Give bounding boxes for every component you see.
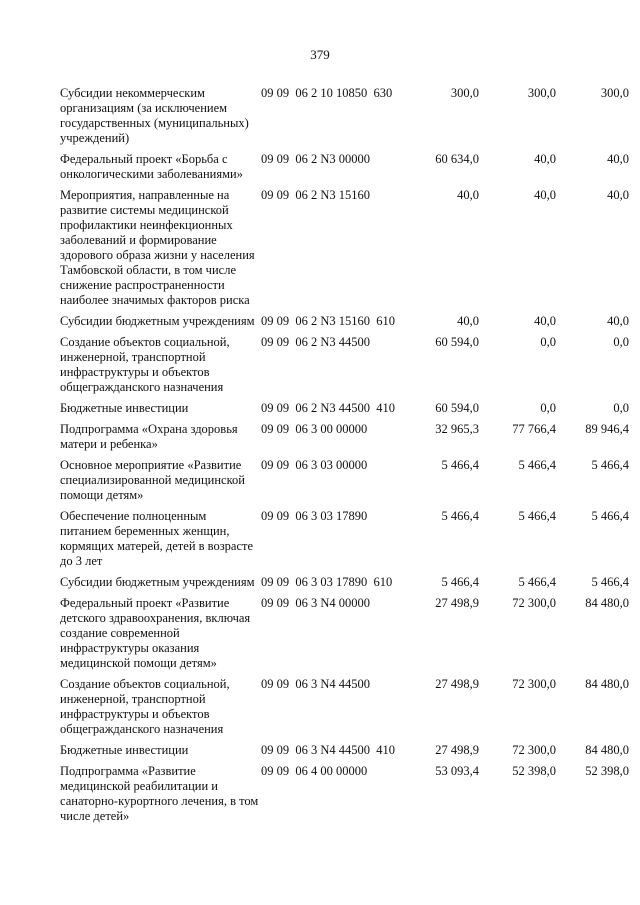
row-value-year-2: 5 466,4 bbox=[518, 509, 556, 523]
row-value-year-1: 300,0 bbox=[450, 86, 479, 100]
row-code: 09 09 06 3 03 17890 610 bbox=[261, 575, 393, 589]
row-name: Создание объектов социальной, инженерной, транспортной инфраструктуры и объектов общегражданского назначения bbox=[60, 335, 230, 394]
row-value-year-1: 5 466,4 bbox=[441, 575, 479, 589]
table-row bbox=[60, 314, 628, 329]
row-name: Обеспечение полноценным питанием беременных женщин, кормящих матерей, детей в возрасте до 3 лет bbox=[60, 509, 254, 568]
row-code: 09 09 06 3 N4 44500 410 bbox=[261, 743, 396, 757]
row-value-year-3: 52 398,0 bbox=[585, 764, 629, 778]
table-row bbox=[60, 458, 628, 503]
row-name: Мероприятия, направленные на развитие системы медицинской профилактики неинфекционных заболеваний и формирование здорового образа жизни у населения Тамбовской области, в том числе снижение распространенности наиболее значимых факторов риска bbox=[60, 188, 255, 307]
row-value-year-3: 5 466,4 bbox=[591, 458, 629, 472]
row-code: 09 09 06 3 N4 44500 bbox=[261, 677, 371, 691]
row-code: 09 09 06 3 03 17890 bbox=[261, 509, 368, 523]
row-name: Основное мероприятие «Развитие специализированной медицинской помощи детям» bbox=[60, 458, 245, 502]
row-value-year-1: 40,0 bbox=[457, 314, 479, 328]
table-row bbox=[60, 764, 628, 824]
row-value-year-3: 5 466,4 bbox=[591, 575, 629, 589]
row-value-year-3: 5 466,4 bbox=[591, 509, 629, 523]
row-value-year-3: 89 946,4 bbox=[585, 422, 629, 436]
row-name: Федеральный проект «Борьба с онкологическими заболеваниями» bbox=[60, 152, 243, 181]
table-row bbox=[60, 152, 628, 182]
row-value-year-2: 72 300,0 bbox=[512, 743, 556, 757]
row-code: 09 09 06 2 N3 15160 610 bbox=[261, 314, 396, 328]
row-value-year-1: 5 466,4 bbox=[441, 458, 479, 472]
row-name: Бюджетные инвестиции bbox=[60, 401, 189, 415]
table-row bbox=[60, 596, 628, 671]
table-row bbox=[60, 86, 628, 146]
row-value-year-2: 72 300,0 bbox=[512, 677, 556, 691]
row-value-year-1: 60 594,0 bbox=[435, 335, 479, 349]
row-value-year-1: 40,0 bbox=[457, 188, 479, 202]
row-value-year-2: 40,0 bbox=[534, 152, 556, 166]
row-name: Создание объектов социальной, инженерной, транспортной инфраструктуры и объектов общегражданского назначения bbox=[60, 677, 230, 736]
table-row bbox=[60, 401, 628, 416]
row-value-year-1: 53 093,4 bbox=[435, 764, 479, 778]
row-value-year-1: 5 466,4 bbox=[441, 509, 479, 523]
row-value-year-3: 300,0 bbox=[600, 86, 629, 100]
row-code: 09 09 06 3 00 00000 bbox=[261, 422, 368, 436]
row-name: Бюджетные инвестиции bbox=[60, 743, 189, 757]
row-name: Субсидии некоммерческим организациям (за исключением государственных (муниципальных) учреждений) bbox=[60, 86, 249, 145]
row-code: 09 09 06 2 10 10850 630 bbox=[261, 86, 393, 100]
row-name: Субсидии бюджетным учреждениям bbox=[60, 314, 255, 328]
row-value-year-2: 5 466,4 bbox=[518, 575, 556, 589]
row-value-year-2: 300,0 bbox=[527, 86, 556, 100]
row-value-year-2: 52 398,0 bbox=[512, 764, 556, 778]
row-value-year-3: 40,0 bbox=[607, 314, 629, 328]
row-value-year-1: 27 498,9 bbox=[435, 596, 479, 610]
row-code: 09 09 06 4 00 00000 bbox=[261, 764, 368, 778]
table-row bbox=[60, 575, 628, 590]
row-value-year-3: 84 480,0 bbox=[585, 677, 629, 691]
row-value-year-2: 40,0 bbox=[534, 188, 556, 202]
page-number: 379 bbox=[310, 47, 330, 62]
row-code: 09 09 06 3 N4 00000 bbox=[261, 596, 371, 610]
row-value-year-1: 32 965,3 bbox=[435, 422, 479, 436]
row-value-year-2: 40,0 bbox=[534, 314, 556, 328]
row-code: 09 09 06 2 N3 44500 bbox=[261, 335, 371, 349]
row-value-year-2: 72 300,0 bbox=[512, 596, 556, 610]
table-row bbox=[60, 677, 628, 737]
row-value-year-2: 77 766,4 bbox=[512, 422, 556, 436]
table-row bbox=[60, 509, 628, 569]
row-value-year-3: 84 480,0 bbox=[585, 743, 629, 757]
row-code: 09 09 06 2 N3 15160 bbox=[261, 188, 371, 202]
row-value-year-1: 60 594,0 bbox=[435, 401, 479, 415]
row-name: Субсидии бюджетным учреждениям bbox=[60, 575, 255, 589]
row-value-year-3: 0,0 bbox=[613, 401, 629, 415]
row-code: 09 09 06 2 N3 44500 410 bbox=[261, 401, 396, 415]
table-row bbox=[60, 188, 628, 308]
row-value-year-1: 27 498,9 bbox=[435, 677, 479, 691]
table-row bbox=[60, 422, 628, 452]
budget-table bbox=[60, 86, 628, 830]
row-name: Подпрограмма «Охрана здоровья матери и ребенка» bbox=[60, 422, 238, 451]
row-value-year-2: 0,0 bbox=[540, 335, 556, 349]
row-value-year-3: 84 480,0 bbox=[585, 596, 629, 610]
row-name: Федеральный проект «Развитие детского здравоохранения, включая создание современной инфраструктуры оказания медицинской помощи детям» bbox=[60, 596, 251, 670]
row-value-year-2: 0,0 bbox=[540, 401, 556, 415]
row-value-year-3: 0,0 bbox=[613, 335, 629, 349]
row-value-year-1: 60 634,0 bbox=[435, 152, 479, 166]
row-code: 09 09 06 2 N3 00000 bbox=[261, 152, 371, 166]
row-code: 09 09 06 3 03 00000 bbox=[261, 458, 368, 472]
row-value-year-2: 5 466,4 bbox=[518, 458, 556, 472]
row-value-year-3: 40,0 bbox=[607, 188, 629, 202]
table-row bbox=[60, 335, 628, 395]
table-row bbox=[60, 743, 628, 758]
row-name: Подпрограмма «Развитие медицинской реабилитации и санаторно-курортного лечения, в том числе детей» bbox=[60, 764, 259, 823]
row-value-year-1: 27 498,9 bbox=[435, 743, 479, 757]
row-value-year-3: 40,0 bbox=[607, 152, 629, 166]
